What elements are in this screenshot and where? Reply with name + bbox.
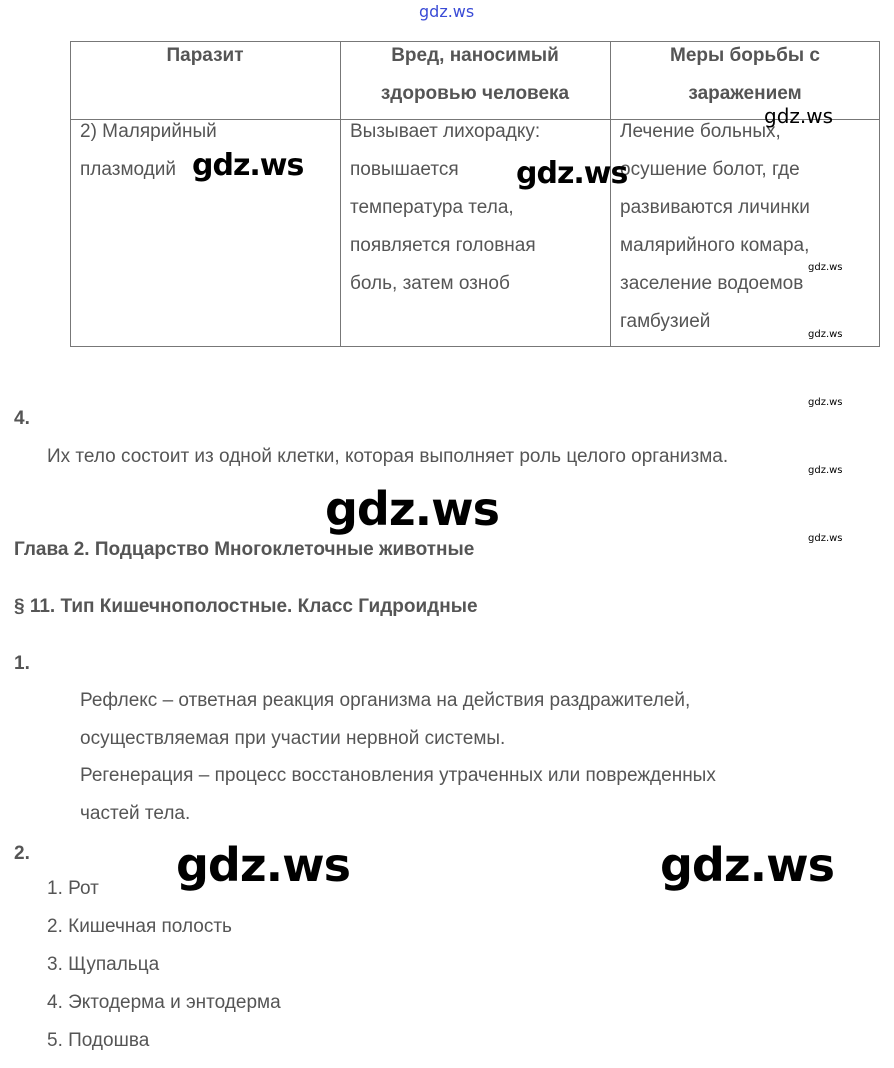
cell-harm-line: Вызывает лихорадку:	[350, 121, 541, 142]
cell-parasite-line: 2) Малярийный	[80, 121, 217, 142]
list-item: 4. Эктодерма и энтодерма	[47, 992, 281, 1013]
watermark-tiny: gdz.ws	[808, 397, 843, 408]
table-header-harm-line2: здоровью человека	[380, 83, 570, 104]
cell-measures-line: малярийного комара,	[620, 235, 810, 256]
cell-measures-line: заселение водоемов	[620, 273, 804, 294]
cell-harm-line: температура тела,	[350, 197, 514, 218]
watermark-large: gdz.ws	[325, 482, 499, 536]
cell-measures-line: осушение болот, где	[620, 159, 800, 180]
chapter-title: Глава 2. Подцарство Многоклеточные животные	[14, 539, 475, 560]
cell-harm-line: боль, затем озноб	[350, 273, 510, 294]
watermark-medium: gdz.ws	[516, 156, 628, 191]
list-item: 1. Рот	[47, 878, 99, 899]
watermark-tiny: gdz.ws	[808, 465, 843, 476]
watermark-tiny: gdz.ws	[808, 533, 843, 544]
definition-line: Регенерация – процесс восстановления утраченных или поврежденных	[80, 765, 716, 786]
table-header-measures-line2: заражением	[688, 83, 802, 104]
table-header-harm-line1: Вред, наносимый	[391, 45, 559, 66]
question-number: 4.	[14, 408, 30, 429]
watermark-top: gdz.ws	[419, 2, 475, 21]
cell-measures-line: развиваются личинки	[620, 197, 810, 218]
list-item: 5. Подошва	[47, 1030, 150, 1051]
table-border-bottom	[70, 346, 880, 347]
cell-measures-line: гамбузией	[620, 311, 711, 332]
cell-harm-line: появляется головная	[350, 235, 536, 256]
watermark-small: gdz.ws	[764, 104, 834, 128]
cell-measures-line: Лечение больных,	[620, 121, 781, 142]
cell-parasite-line: плазмодий	[80, 159, 176, 180]
answer-text: Их тело состоит из одной клетки, которая выполняет роль целого организма.	[47, 446, 729, 467]
watermark-tiny: gdz.ws	[808, 262, 843, 273]
watermark-tiny: gdz.ws	[808, 329, 843, 340]
list-item: 2. Кишечная полость	[47, 916, 232, 937]
table-header-measures-line1: Меры борьбы с	[670, 45, 820, 66]
question-number: 2.	[14, 843, 30, 864]
table-border-left	[70, 41, 71, 347]
definition-line: Рефлекс – ответная реакция организма на действия раздражителей,	[80, 690, 691, 711]
definition-line: частей тела.	[80, 803, 191, 824]
list-item: 3. Щупальца	[47, 954, 160, 975]
table-header-parasite: Паразит	[166, 45, 244, 66]
watermark-medium: gdz.ws	[192, 148, 304, 183]
question-number: 1.	[14, 653, 30, 674]
definition-line: осуществляемая при участии нервной системы.	[80, 728, 506, 749]
cell-harm-line: повышается	[350, 159, 459, 180]
parasite-table	[70, 41, 880, 347]
section-title: § 11. Тип Кишечнополостные. Класс Гидроидные	[14, 596, 478, 617]
watermark-large: gdz.ws	[660, 838, 834, 892]
watermark-large: gdz.ws	[176, 838, 350, 892]
